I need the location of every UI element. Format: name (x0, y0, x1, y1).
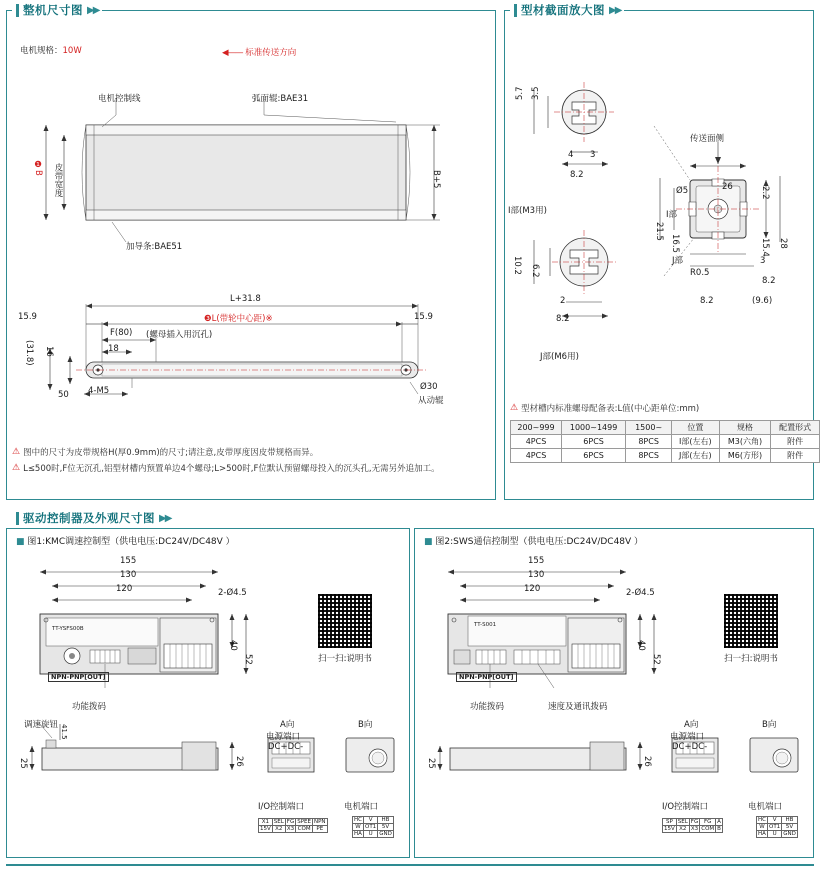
l-plus-dim: L+31.8 (230, 294, 261, 304)
cell: I部(左右) (672, 435, 720, 449)
cell: OT1 (768, 824, 781, 830)
fig2-dim-26: 26 (642, 756, 652, 767)
cell: HC (354, 817, 362, 823)
i-part-m3-note: I部(M3用) (508, 206, 547, 216)
cell: SEL (677, 819, 688, 825)
table-row (511, 449, 820, 463)
dim-26: 26 (722, 182, 733, 192)
cell: GND (379, 831, 392, 837)
driver-section-header (12, 510, 174, 526)
cell: HA (354, 831, 362, 837)
profile-section-header (510, 2, 624, 18)
cell: 4PCS (511, 435, 562, 449)
belt-b-dim: ❶B (33, 160, 43, 176)
j-part-label: J部 (672, 256, 684, 266)
fig1-dim-40: 40 (228, 640, 238, 651)
b-plus-5-dim: B+5 (431, 170, 441, 189)
idler-roller-label: 从动辊 (418, 396, 444, 406)
col-200-999: 200~999 (511, 421, 562, 435)
dim-50: 50 (58, 390, 69, 400)
cell-u: U (767, 831, 781, 838)
m5-holes-label: 4-M5 (88, 386, 110, 396)
fig1-knob-label: 调速旋钮 (24, 720, 59, 730)
fig1-dim-120: 120 (116, 584, 133, 594)
profile-drawing (504, 30, 814, 400)
driver-section-title: 驱动控制器及外观尺寸图 (23, 511, 155, 525)
dim-18: 18 (108, 344, 119, 354)
table-row (757, 824, 798, 831)
fig2-io-port: I/O控制端口 (662, 802, 709, 812)
fig2-dim-130: 130 (528, 570, 545, 580)
dim-82-top: 8.2 (570, 170, 584, 180)
cell: OT1 (364, 824, 377, 830)
table-row (353, 831, 394, 838)
fig2-side-views (414, 716, 814, 836)
dim-r05: R0.5 (690, 268, 710, 278)
fig2-power-port-sub: DC+DC- (672, 742, 708, 752)
cell: 6PCS (561, 435, 625, 449)
cell: B (717, 826, 721, 832)
fig1-b-view: B向 (358, 720, 373, 730)
bottom-accent-bar (6, 864, 814, 866)
dim-4: 4 (568, 150, 574, 160)
header-accent-bar (16, 4, 19, 17)
overall-warning-1 (12, 448, 490, 459)
cell: 5V (782, 824, 798, 831)
fig2-dim-155: 155 (528, 556, 545, 566)
cell: V (767, 817, 781, 824)
fig2-dim-52: 52 (651, 654, 661, 665)
fig1-caption: ■ 图1:KMC调速控制型（供电电压:DC24V/DC48V ） (16, 537, 235, 547)
cell: X2 (272, 826, 285, 833)
dim-28: 28 (778, 238, 788, 249)
dim-215: 21.5 (654, 222, 664, 241)
dim-154: 15.4 (760, 238, 770, 257)
overall-side-drawing (6, 290, 496, 430)
dim-3-right: 3 (760, 256, 766, 266)
header-accent-bar (16, 512, 19, 525)
fig2-npn-label: NPN-PNP[OUT] (456, 672, 517, 682)
chevron-right-icon: ▶▶ (159, 512, 171, 524)
cell: 5V (378, 824, 394, 831)
motor-spec (20, 44, 82, 56)
header-accent-bar (514, 4, 517, 17)
fig1-dim-25: 25 (18, 758, 28, 769)
fig1-caption-text: 图1:KMC调速控制型（供电电压:DC24V/DC48V ） (27, 537, 235, 547)
overall-dimension-title: 整机尺寸图 (23, 3, 83, 17)
dim-62: 6.2 (530, 264, 540, 278)
cell: 4PCS (511, 449, 562, 463)
cell: V (363, 817, 377, 824)
dim-82-right: 8.2 (762, 276, 776, 286)
cell: FG (700, 819, 716, 826)
dim-82-bottom: 8.2 (700, 296, 714, 306)
conveying-direction-note (222, 46, 296, 58)
cell: 15V (664, 826, 675, 832)
dim-82-left: 8.2 (556, 314, 570, 324)
fig1-power-port: 电源端口 (266, 732, 301, 742)
cell: A (717, 819, 721, 825)
fig1-npn-label: NPN-PNP[OUT] (48, 672, 109, 682)
dim-57: 5.7 (515, 86, 525, 100)
warning-icon: ⚠ (12, 463, 21, 473)
nut-counterbore-note: (螺母插入用沉孔) (146, 330, 213, 340)
profile-table-note-text: 型材槽内标准螺母配备表:L值(中心距单位:mm) (521, 404, 700, 414)
table-header-row (511, 421, 820, 435)
fig1-motor-port: 电机端口 (344, 802, 379, 812)
i-part-label: I部 (666, 210, 678, 220)
cell: M3(六角) (719, 435, 771, 449)
f80-dim: F(80) (110, 328, 133, 338)
fig1-motor-pin-table (352, 816, 394, 838)
table-row (353, 817, 394, 824)
cell: FG (286, 819, 295, 825)
cell: HB (782, 817, 798, 824)
overall-warning-2-text: L≤500时,F位无沉孔,铝型材槽内预置单边4个螺母;L>500时,F位默认预留螺母投入的沉头孔,无需另外追加工。 (23, 464, 440, 474)
fig1-qr-caption: 扫一扫:说明书 (318, 654, 372, 664)
cell: X3 (286, 826, 295, 832)
dim-16: 16 (44, 346, 54, 357)
cell: 6PCS (561, 449, 625, 463)
table-row (663, 819, 723, 826)
cell: X3 (690, 826, 699, 832)
cell: 8PCS (626, 449, 672, 463)
table-row (757, 817, 798, 824)
cell: X1 (259, 819, 273, 826)
table-row (757, 831, 798, 838)
fig2-dial2-label: 速度及通讯拨码 (548, 702, 608, 712)
arrow-left-icon: ◀—— (222, 48, 243, 58)
fig1-dim-155: 155 (120, 556, 137, 566)
fig2-caption-text: 图2:SWS通信控制型（供电电压:DC24V/DC48V ） (435, 537, 644, 547)
fig1-dial-label: 功能拨码 (72, 702, 107, 712)
fig2-b-view: B向 (762, 720, 777, 730)
table-row (259, 819, 328, 826)
right-159-dim: 15.9 (414, 312, 433, 322)
fig2-holes: 2-Ø4.5 (626, 588, 655, 598)
col-config: 配置形式 (771, 421, 820, 435)
fig1-front-drawing (10, 552, 320, 732)
fig2-qr-block (722, 592, 780, 664)
col-1000-1499: 1000~1499 (561, 421, 625, 435)
table-row (353, 824, 394, 831)
table-row (663, 826, 723, 833)
fig2-dial-label: 功能拨码 (470, 702, 505, 712)
profile-table-note (510, 404, 810, 415)
dim-102: 10.2 (512, 256, 522, 275)
profile-section-title: 型材截面放大图 (521, 3, 605, 17)
motor-spec-label: 电机规格： (20, 46, 63, 56)
guide-strip-label: 加导条:BAE51 (126, 242, 183, 252)
warning-icon: ⚠ (12, 447, 21, 457)
cell: 附件 (771, 449, 820, 463)
fig1-dim-130: 130 (120, 570, 137, 580)
fig1-a-view: A向 (280, 720, 295, 730)
nut-config-table-wrap (510, 420, 820, 463)
overall-warning-2 (12, 464, 490, 475)
fig2-io-pin-table (662, 818, 723, 833)
cell: X2 (676, 826, 689, 833)
dim-96: (9.6) (752, 296, 773, 306)
cell: 15V (260, 826, 271, 832)
dim-165: 16.5 (670, 234, 680, 253)
cell: HC (758, 817, 766, 823)
fig2-qr-caption: 扫一扫:说明书 (724, 654, 778, 664)
cell: SEL (273, 819, 284, 825)
dim-22: 2.2 (760, 186, 770, 200)
motor-spec-value: 10W (62, 46, 82, 56)
svg-text:TT-YSFS00B: TT-YSFS00B (52, 626, 84, 632)
cell: SPEE (297, 819, 311, 825)
warning-icon: ⚠ (510, 403, 519, 413)
fig2-dim-25: 25 (426, 758, 436, 769)
dim-2: 2 (560, 296, 566, 306)
qr-code-icon[interactable] (722, 592, 780, 650)
fig1-dim-52: 52 (243, 654, 253, 665)
table-row (511, 435, 820, 449)
fig1-qr-block (316, 592, 374, 664)
conveying-direction-label: 标准传送方向 (245, 48, 297, 58)
cell: HB (378, 817, 394, 824)
cell: NPN (314, 819, 326, 825)
fig1-power-port-sub: DC+DC- (268, 742, 304, 752)
transfer-side-label: 传送面侧 (690, 134, 725, 144)
cell: W (757, 824, 768, 831)
fig1-io-pin-table (258, 818, 328, 833)
fig2-caption: ■ 图2:SWS通信控制型（供电电压:DC24V/DC48V ） (424, 537, 644, 547)
cell: W (353, 824, 364, 831)
svg-text:TT-S001: TT-S001 (474, 622, 497, 628)
left-159-dim: 15.9 (18, 312, 37, 322)
l-center-dim: ❸L(带轮中心距)※ (204, 314, 273, 324)
chevron-right-icon: ▶▶ (609, 4, 621, 16)
d30-label: Ø30 (420, 382, 438, 392)
cell: M6(方形) (719, 449, 771, 463)
overall-dimension-header (12, 2, 102, 18)
table-row (259, 826, 328, 833)
cell: COM (297, 826, 311, 832)
fig1-dim-26: 26 (234, 756, 244, 767)
cell: GND (783, 831, 796, 837)
j-part-m6-note: J部(M6用) (540, 352, 579, 362)
dim-318: (31.8) (24, 340, 34, 366)
fig2-dim-40: 40 (636, 640, 646, 651)
cell: 附件 (771, 435, 820, 449)
cell: 8PCS (626, 435, 672, 449)
belt-width-label: 皮带宽度 (53, 163, 63, 197)
fig1-holes: 2-Ø4.5 (218, 588, 247, 598)
arc-roller-label: 弧面辊:BAE31 (252, 94, 309, 104)
cell-u: U (363, 831, 377, 838)
ctrl-wire-label: 电机控制线 (98, 94, 141, 104)
dim-d5: Ø5 (676, 186, 689, 196)
nut-config-table (510, 420, 820, 463)
fig2-motor-port: 电机端口 (748, 802, 783, 812)
cell: FG (690, 819, 699, 825)
dim-3: 3 (590, 150, 596, 160)
dim-35: 3.5 (531, 86, 541, 100)
fig1-dim-415: 41.5 (60, 724, 68, 740)
qr-code-icon[interactable] (316, 592, 374, 650)
cell: COM (701, 826, 715, 832)
cell: HA (758, 831, 766, 837)
overall-warning-1-text: 图中的尺寸为皮带规格H(厚0.9mm)的尺寸;请注意,皮带厚度因皮带规格而异。 (23, 448, 319, 458)
col-position: 位置 (672, 421, 720, 435)
fig2-motor-pin-table (756, 816, 798, 838)
cell: PE (313, 826, 328, 833)
fig2-a-view: A向 (684, 720, 699, 730)
fig2-dim-120: 120 (524, 584, 541, 594)
cell: SP (663, 819, 677, 826)
chevron-right-icon: ▶▶ (87, 4, 99, 16)
col-spec: 规格 (719, 421, 771, 435)
col-1500: 1500~ (626, 421, 672, 435)
cell: J部(左右) (672, 449, 720, 463)
fig2-power-port: 电源端口 (670, 732, 705, 742)
fig1-io-port: I/O控制端口 (258, 802, 305, 812)
